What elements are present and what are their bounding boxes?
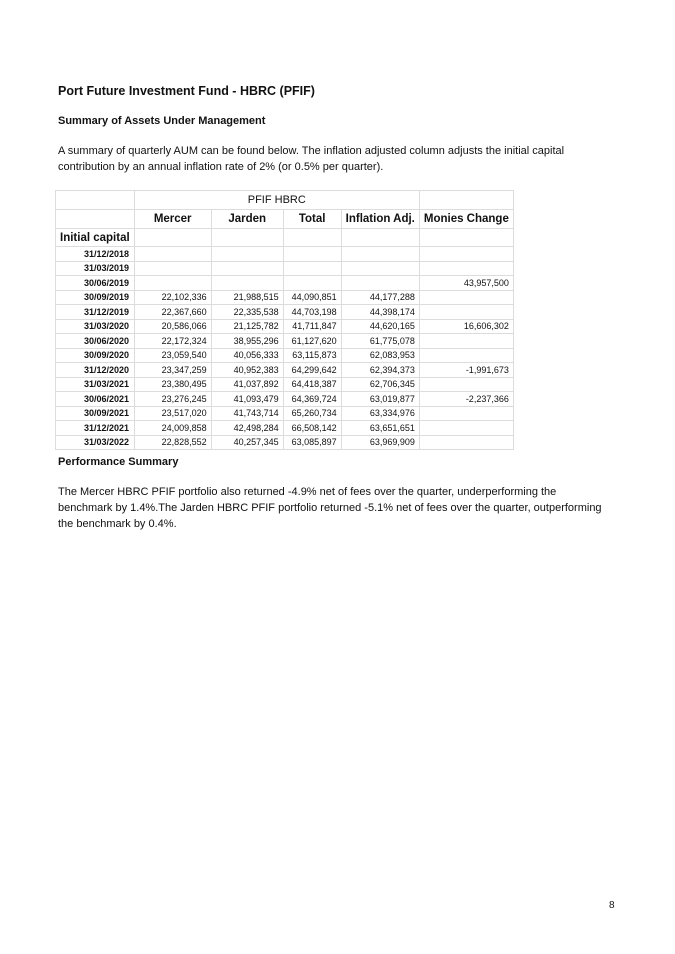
table-row	[56, 247, 514, 262]
row-date: 31/03/2021	[56, 377, 135, 392]
cell-total: 64,418,387	[283, 377, 341, 392]
cell-inflation: 62,083,953	[341, 348, 419, 363]
cell-inflation: 62,706,345	[341, 377, 419, 392]
cell-total: 44,703,198	[283, 305, 341, 320]
table-row	[56, 334, 514, 349]
cell-jarden: 40,257,345	[211, 435, 283, 450]
aum-paragraph: A summary of quarterly AUM can be found below. The inflation adjusted column adjusts the initial capital contribution by an annual inflation rate of 2% (or 0.5% per quarter).	[58, 145, 565, 173]
table-row	[56, 377, 514, 392]
cell-jarden	[211, 261, 283, 276]
row-date: 31/12/2018	[56, 247, 135, 262]
cell-mercer: 22,367,660	[134, 305, 211, 320]
row-date: 30/09/2019	[56, 290, 135, 305]
cell-monies	[419, 406, 513, 421]
cell-total: 66,508,142	[283, 421, 341, 436]
document-title: Port Future Investment Fund - HBRC (PFIF)	[58, 84, 315, 98]
table-group-header-blank	[419, 191, 513, 210]
initial-capital-row	[56, 229, 514, 247]
page-number: 8	[609, 900, 615, 911]
cell-mercer: 24,009,858	[134, 421, 211, 436]
cell-jarden: 21,125,782	[211, 319, 283, 334]
aum-table	[55, 190, 514, 450]
column-header-inflation-adj: Inflation Adj.	[341, 210, 419, 229]
cell-mercer: 23,059,540	[134, 348, 211, 363]
cell-total: 64,369,724	[283, 392, 341, 407]
table-header-row	[56, 210, 514, 229]
table-row	[56, 305, 514, 320]
cell-inflation	[341, 276, 419, 291]
cell-total: 41,711,847	[283, 319, 341, 334]
cell-jarden: 41,037,892	[211, 377, 283, 392]
cell-jarden: 40,056,333	[211, 348, 283, 363]
cell-monies	[419, 261, 513, 276]
cell-jarden: 41,743,714	[211, 406, 283, 421]
cell-jarden: 42,498,284	[211, 421, 283, 436]
cell-mercer: 23,347,259	[134, 363, 211, 378]
cell-monies: 43,957,500	[419, 276, 513, 291]
cell-jarden: 21,988,515	[211, 290, 283, 305]
cell-mercer	[134, 247, 211, 262]
cell-total	[283, 276, 341, 291]
row-date: 30/06/2021	[56, 392, 135, 407]
cell-jarden	[211, 247, 283, 262]
cell-total: 63,115,873	[283, 348, 341, 363]
cell-mercer: 23,380,495	[134, 377, 211, 392]
cell-jarden: 38,955,296	[211, 334, 283, 349]
cell-monies	[419, 421, 513, 436]
cell-monies: -1,991,673	[419, 363, 513, 378]
column-header-total: Total	[283, 210, 341, 229]
cell-mercer: 23,517,020	[134, 406, 211, 421]
row-date: 30/09/2020	[56, 348, 135, 363]
cell-inflation: 62,394,373	[341, 363, 419, 378]
cell-jarden: 40,952,383	[211, 363, 283, 378]
cell-monies	[419, 290, 513, 305]
row-date: 31/03/2022	[56, 435, 135, 450]
cell-mercer	[134, 261, 211, 276]
cell-total	[283, 261, 341, 276]
cell-monies	[419, 334, 513, 349]
table-group-header: PFIF HBRC	[134, 191, 419, 210]
cell-jarden	[211, 276, 283, 291]
performance-paragraph: The Mercer HBRC PFIF portfolio also returned -4.9% net of fees over the quarter, underperforming the benchmark by 1.4%.The Jarden HBRC PFIF portfolio returned -5.1% net of fees over the quarter, outperforming the benchmark by 0.4%.	[58, 486, 602, 530]
row-date: 30/09/2021	[56, 406, 135, 421]
cell-inflation: 44,620,165	[341, 319, 419, 334]
cell-total: 61,127,620	[283, 334, 341, 349]
cell-total: 44,090,851	[283, 290, 341, 305]
cell-inflation: 63,969,909	[341, 435, 419, 450]
cell-monies	[419, 247, 513, 262]
table-row	[56, 261, 514, 276]
cell-monies	[419, 435, 513, 450]
cell-monies	[419, 348, 513, 363]
table-row	[56, 290, 514, 305]
table-row	[56, 392, 514, 407]
table-row	[56, 276, 514, 291]
table-row	[56, 435, 514, 450]
column-header-monies-change: Monies Change	[419, 210, 513, 229]
cell-total: 65,260,734	[283, 406, 341, 421]
cell-mercer: 20,586,066	[134, 319, 211, 334]
cell-inflation: 61,775,078	[341, 334, 419, 349]
aum-heading: Summary of Assets Under Management	[58, 115, 266, 127]
cell-inflation: 63,651,651	[341, 421, 419, 436]
cell-inflation: 44,398,174	[341, 305, 419, 320]
table-corner-cell	[56, 191, 135, 210]
column-header-jarden: Jarden	[211, 210, 283, 229]
cell-monies	[419, 305, 513, 320]
cell-total	[283, 247, 341, 262]
cell-mercer: 22,828,552	[134, 435, 211, 450]
table-row	[56, 348, 514, 363]
table-group-header-row	[56, 191, 514, 210]
cell-inflation	[341, 247, 419, 262]
cell-mercer: 23,276,245	[134, 392, 211, 407]
table-row	[56, 363, 514, 378]
cell-total: 63,085,897	[283, 435, 341, 450]
table-row	[56, 406, 514, 421]
row-date: 31/03/2019	[56, 261, 135, 276]
cell-monies	[419, 377, 513, 392]
cell-inflation: 63,019,877	[341, 392, 419, 407]
row-date: 30/06/2019	[56, 276, 135, 291]
cell-jarden: 41,093,479	[211, 392, 283, 407]
cell-inflation: 44,177,288	[341, 290, 419, 305]
row-date: 31/12/2021	[56, 421, 135, 436]
initial-capital-label: Initial capital	[56, 229, 135, 247]
cell-mercer	[134, 276, 211, 291]
row-date: 30/06/2020	[56, 334, 135, 349]
cell-mercer: 22,172,324	[134, 334, 211, 349]
table-row	[56, 421, 514, 436]
column-header-mercer: Mercer	[134, 210, 211, 229]
table-header-label	[56, 210, 135, 229]
cell-monies: -2,237,366	[419, 392, 513, 407]
performance-heading: Performance Summary	[58, 456, 179, 468]
cell-inflation	[341, 261, 419, 276]
table-row	[56, 319, 514, 334]
cell-monies: 16,606,302	[419, 319, 513, 334]
row-date: 31/12/2020	[56, 363, 135, 378]
cell-mercer: 22,102,336	[134, 290, 211, 305]
cell-jarden: 22,335,538	[211, 305, 283, 320]
row-date: 31/12/2019	[56, 305, 135, 320]
row-date: 31/03/2020	[56, 319, 135, 334]
cell-inflation: 63,334,976	[341, 406, 419, 421]
cell-total: 64,299,642	[283, 363, 341, 378]
